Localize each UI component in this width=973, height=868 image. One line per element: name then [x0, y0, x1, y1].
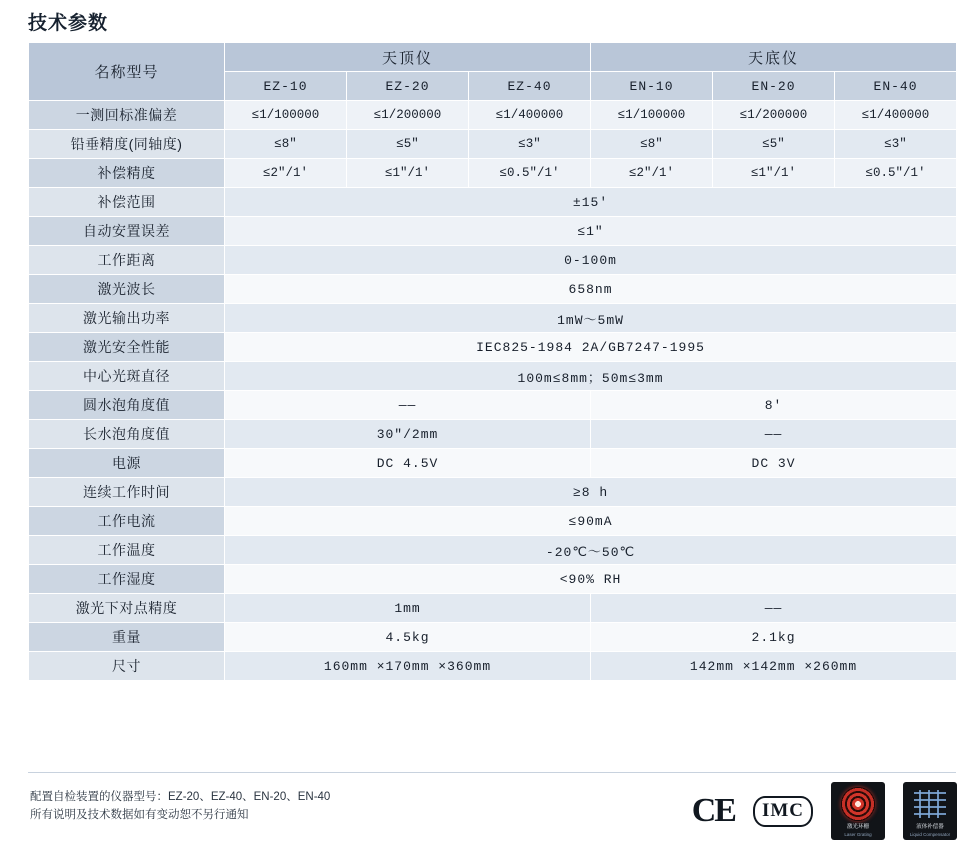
- row-cell: ≤1/100000: [591, 101, 713, 130]
- row-label: 工作湿度: [29, 565, 225, 594]
- row-cell: IEC825-1984 2A/GB7247-1995: [225, 333, 957, 362]
- badge-caption-cn: 激光环栅: [846, 824, 869, 830]
- row-label: 圆水泡角度值: [29, 391, 225, 420]
- table-row: [29, 246, 957, 275]
- model-header-en20: EN-20: [713, 72, 835, 101]
- row-label: 长水泡角度值: [29, 420, 225, 449]
- row-label: 尺寸: [29, 652, 225, 681]
- table-row: [29, 507, 957, 536]
- spec-table: [28, 42, 957, 681]
- row-cell: ≤2″/1′: [225, 159, 347, 188]
- laser-grating-badge: [831, 782, 885, 840]
- footer-divider: [28, 772, 956, 773]
- badge-caption: [831, 824, 885, 838]
- row-cell: 0-100m: [225, 246, 957, 275]
- header-group-row: [29, 43, 957, 72]
- table-row: [29, 130, 957, 159]
- table-row: [29, 391, 957, 420]
- note-line-2: 所有说明及技术数据如有变动恕不另行通知: [30, 809, 249, 821]
- row-cell: 142mm ×142mm ×260mm: [591, 652, 957, 681]
- row-label: 铅垂精度(同轴度): [29, 130, 225, 159]
- group-header-zenith: 天顶仪: [225, 43, 591, 72]
- model-header-en40: EN-40: [835, 72, 957, 101]
- row-cell: 1mm: [225, 594, 591, 623]
- table-row: [29, 159, 957, 188]
- row-label: 重量: [29, 623, 225, 652]
- page-title: 技术参数: [28, 13, 109, 34]
- row-cell: 2.1kg: [591, 623, 957, 652]
- row-label: 激光输出功率: [29, 304, 225, 333]
- row-cell: <90% RH: [225, 565, 957, 594]
- row-cell: ≤1″/1′: [347, 159, 469, 188]
- row-cell: ≤1/200000: [347, 101, 469, 130]
- row-cell: ±15′: [225, 188, 957, 217]
- row-cell: ——: [591, 594, 957, 623]
- row-label: 工作电流: [29, 507, 225, 536]
- row-label: 连续工作时间: [29, 478, 225, 507]
- row-cell: ≤1/400000: [835, 101, 957, 130]
- row-cell: -20℃～50℃: [225, 536, 957, 565]
- model-header-ez20: EZ-20: [347, 72, 469, 101]
- row-cell: DC 4.5V: [225, 449, 591, 478]
- model-header-en10: EN-10: [591, 72, 713, 101]
- row-label: 激光下对点精度: [29, 594, 225, 623]
- liquid-compensator-icon: [912, 788, 948, 820]
- row-cell: ——: [225, 391, 591, 420]
- badge-caption-en: Liquid Compensator: [909, 832, 951, 837]
- row-cell: 658nm: [225, 275, 957, 304]
- table-row: [29, 188, 957, 217]
- table-row: [29, 536, 957, 565]
- row-cell: ≥8 h: [225, 478, 957, 507]
- row-cell: DC 3V: [591, 449, 957, 478]
- table-row: [29, 304, 957, 333]
- table-body: [29, 101, 957, 681]
- laser-target-icon: [841, 787, 875, 821]
- certification-marks: [692, 782, 957, 840]
- model-header-ez40: EZ-40: [469, 72, 591, 101]
- table-row: [29, 420, 957, 449]
- table-row: [29, 478, 957, 507]
- row-cell: 100m≤8mm；50m≤3mm: [225, 362, 957, 391]
- row-cell: ≤0.5″/1′: [469, 159, 591, 188]
- table-header: [29, 43, 957, 101]
- row-cell: ——: [591, 420, 957, 449]
- table-row: [29, 362, 957, 391]
- table-row: [29, 449, 957, 478]
- row-cell: ≤2″/1′: [591, 159, 713, 188]
- table-row: [29, 101, 957, 130]
- row-label: 激光安全性能: [29, 333, 225, 362]
- table-row: [29, 565, 957, 594]
- row-cell: ≤8″: [591, 130, 713, 159]
- ce-mark-icon: CE: [691, 792, 735, 829]
- note-line-1: 配置自检装置的仪器型号：EZ-20、EZ-40、EN-20、EN-40: [30, 791, 331, 803]
- row-cell: ≤1″/1′: [713, 159, 835, 188]
- row-cell: ≤3″: [469, 130, 591, 159]
- row-cell: ≤5″: [347, 130, 469, 159]
- row-label: 自动安置误差: [29, 217, 225, 246]
- row-cell: ≤3″: [835, 130, 957, 159]
- row-cell: ≤5″: [713, 130, 835, 159]
- row-cell: ≤1/400000: [469, 101, 591, 130]
- badge-caption: [903, 824, 957, 838]
- table-row: [29, 217, 957, 246]
- row-label: 工作距离: [29, 246, 225, 275]
- row-cell: ≤90mA: [225, 507, 957, 536]
- group-header-nadir: 天底仪: [591, 43, 957, 72]
- table-row: [29, 275, 957, 304]
- row-cell: ≤8″: [225, 130, 347, 159]
- row-cell: 1mW～5mW: [225, 304, 957, 333]
- row-label: 激光波长: [29, 275, 225, 304]
- row-cell: 4.5kg: [225, 623, 591, 652]
- table-row: [29, 594, 957, 623]
- table-row: [29, 333, 957, 362]
- row-label: 工作温度: [29, 536, 225, 565]
- badge-caption-en: Laser Grating: [844, 832, 872, 837]
- model-header-ez10: EZ-10: [225, 72, 347, 101]
- row-cell: ≤1/200000: [713, 101, 835, 130]
- row-cell: 160mm ×170mm ×360mm: [225, 652, 591, 681]
- row-label: 补偿精度: [29, 159, 225, 188]
- imc-mark-icon: IMC: [753, 796, 813, 827]
- row-label: 一测回标准偏差: [29, 101, 225, 130]
- badge-caption-cn: 液体补偿器: [916, 824, 944, 830]
- footer-notes: [30, 788, 330, 824]
- table-row: [29, 623, 957, 652]
- row-cell: ≤1/100000: [225, 101, 347, 130]
- row-cell: ≤1″: [225, 217, 957, 246]
- row-cell: 8′: [591, 391, 957, 420]
- row-cell: ≤0.5″/1′: [835, 159, 957, 188]
- row-cell: 30″/2mm: [225, 420, 591, 449]
- row-label: 补偿范围: [29, 188, 225, 217]
- row-label: 中心光斑直径: [29, 362, 225, 391]
- corner-header-label: 名称型号: [29, 43, 225, 101]
- liquid-compensator-badge: [903, 782, 957, 840]
- table-row: [29, 652, 957, 681]
- row-label: 电源: [29, 449, 225, 478]
